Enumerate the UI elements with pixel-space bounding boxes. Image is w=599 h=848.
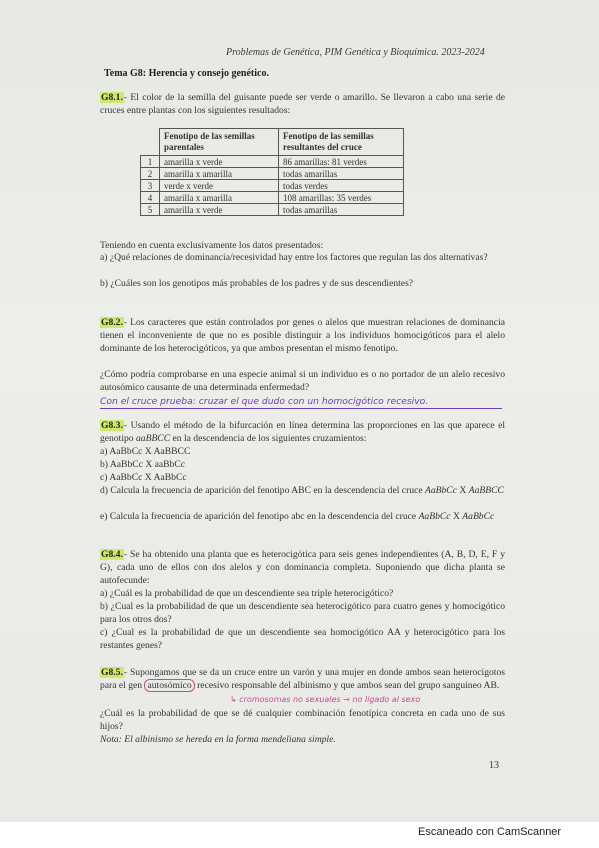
row-number: 1 [141,156,160,168]
column-header-offspring: Fenotipo de las semillas resultantes del cruce [279,129,404,156]
circled-word: autosómico [144,679,194,692]
g85-note: Nota: El albinismo se hereda en la forma mendeliana simple. [100,734,336,745]
table-row [141,180,404,192]
handwritten-underline [100,408,502,409]
cell-parents: amarilla x verde [160,156,279,168]
problem-g81-intro: G8.1.- El color de la semilla del guisante puede ser verde o amarillo. Se llevaron a cabo una serie de cruces entre plantas con los siguientes resultados: [100,92,505,116]
problem-label-g83: G8.3. [101,420,123,431]
cell-parents: amarilla x verde [160,204,279,216]
row-number: 2 [141,168,160,180]
g83-item-b: b) AaBbCc X aaBbCc [100,459,186,470]
table-header-row [141,129,404,156]
table-corner-cell [141,129,160,156]
cell-result: 86 amarillas: 81 verdes [279,156,404,168]
cell-result: todas amarillas [279,168,404,180]
g82-question: ¿Cómo podría comprobarse en una especie animal si un individuo es o no portador de un alelo recesivo autosómico causante de una determinada enfermedad? [100,369,505,393]
table-row [141,168,404,180]
cell-parents: amarilla x amarilla [160,192,279,204]
g85-question: ¿Cuál es la probabilidad de que se dé cualquier combinación fenotípica concreta en cada uno de sus hijos? [100,708,505,732]
g83-item-c: c) AaBbCc X AaBbCc [100,472,187,483]
problem-g84-text: G8.4.- Se ha obtenido una planta que es heterocigótica para seis genes independientes (A, B, D, E, F y G), cada uno de ellos con dos alelos y con dominancia completa. Suponiendo que dicha planta se autofecunde: [100,549,505,586]
scanner-footer: Escaneado con CamScanner [418,826,562,838]
row-number: 5 [141,204,160,216]
g81-question-b: b) ¿Cuáles son los genotipos más probables de los padres y de sus descendientes? [100,278,414,289]
topic-title: Tema G8: Herencia y consejo genético. [104,68,269,79]
cell-result: 108 amarillas: 35 verdes [279,192,404,204]
g81-context: Teniendo en cuenta exclusivamente los datos presentados: [100,240,324,251]
problem-label-g82: G8.2. [101,317,123,328]
table-row [141,204,404,216]
cell-parents: amarilla x amarilla [160,168,279,180]
g84-question-b: b) ¿Cual es la probabilidad de que un descendiente sea heterocigótico para cuatro genes y homocigótico para los otros dos? [100,601,505,625]
g84-question-a: a) ¿Cuál es la probabilidad de que un descendiente sea triple heterocigótico? [100,588,394,599]
row-number: 3 [141,180,160,192]
g84-question-c: c) ¿Cual es la probabilidad de que un descendiente sea homocigótico AA y heterocigótico para los restantes genes? [100,627,505,651]
column-header-parents: Fenotipo de las semillas parentales [160,129,279,156]
results-table [140,128,404,216]
g81-question-a: a) ¿Qué relaciones de dominancia/recesividad hay entre los factores que regulan las dos alternativas? [100,252,488,263]
problem-g85-text: G8.5.- Supongamos que se da un cruce entre un varón y una mujer en donde ambos sean heterocigotos para el gen autosómico recesivo responsable del albinismo y que ambos sean del grupo sanguíneo AB. [100,667,505,691]
cell-result: todas verdes [279,180,404,192]
g83-item-d: d) Calcula la frecuencia de aparición del fenotipo ABC en la descendencia del cruce AaBbCc X AaBBCC [100,485,504,496]
page-header: Problemas de Genética, PIM Genética y Bioquímica. 2023-2024 [226,47,485,58]
table-row [141,192,404,204]
table-row [141,156,404,168]
cell-result: todas amarillas [279,204,404,216]
row-number: 4 [141,192,160,204]
handwritten-note-g82: Con el cruce prueba: cruzar el que dudo con un homocigótico recesivo. [100,396,428,407]
problem-label-g81: G8.1. [101,92,123,103]
handwritten-note-g85: ↳ cromosomas no sexuales → no ligado al sexo [230,695,421,704]
g83-item-a: a) AaBbCc X AaBBCC [100,446,191,457]
cell-parents: verde x verde [160,180,279,192]
problem-label-g85: G8.5. [101,667,123,678]
problem-g83-intro: G8.3.- Usando el método de la bifurcación en línea determina las proporciones en las que aparece el genotipo aaBBCC en la descendencia de los siguientes cruzamientos: [100,420,505,444]
g83-item-e: e) Calcula la frecuencia de aparición del fenotipo abc en la descendencia del cruce AaBbCc X AaBbCc [100,511,495,522]
page-number: 13 [489,760,499,771]
problem-label-g84: G8.4. [101,549,123,560]
problem-g82-text: G8.2.- Los caracteres que están controlados por genes o alelos que muestran relaciones de dominancia tienen el inconveniente de que no es posible distinguir a los individuos homocigóticos para el alelo dominante de los heterocigóticos, ya que ambos presentan el mismo fenotipo. [100,317,505,354]
